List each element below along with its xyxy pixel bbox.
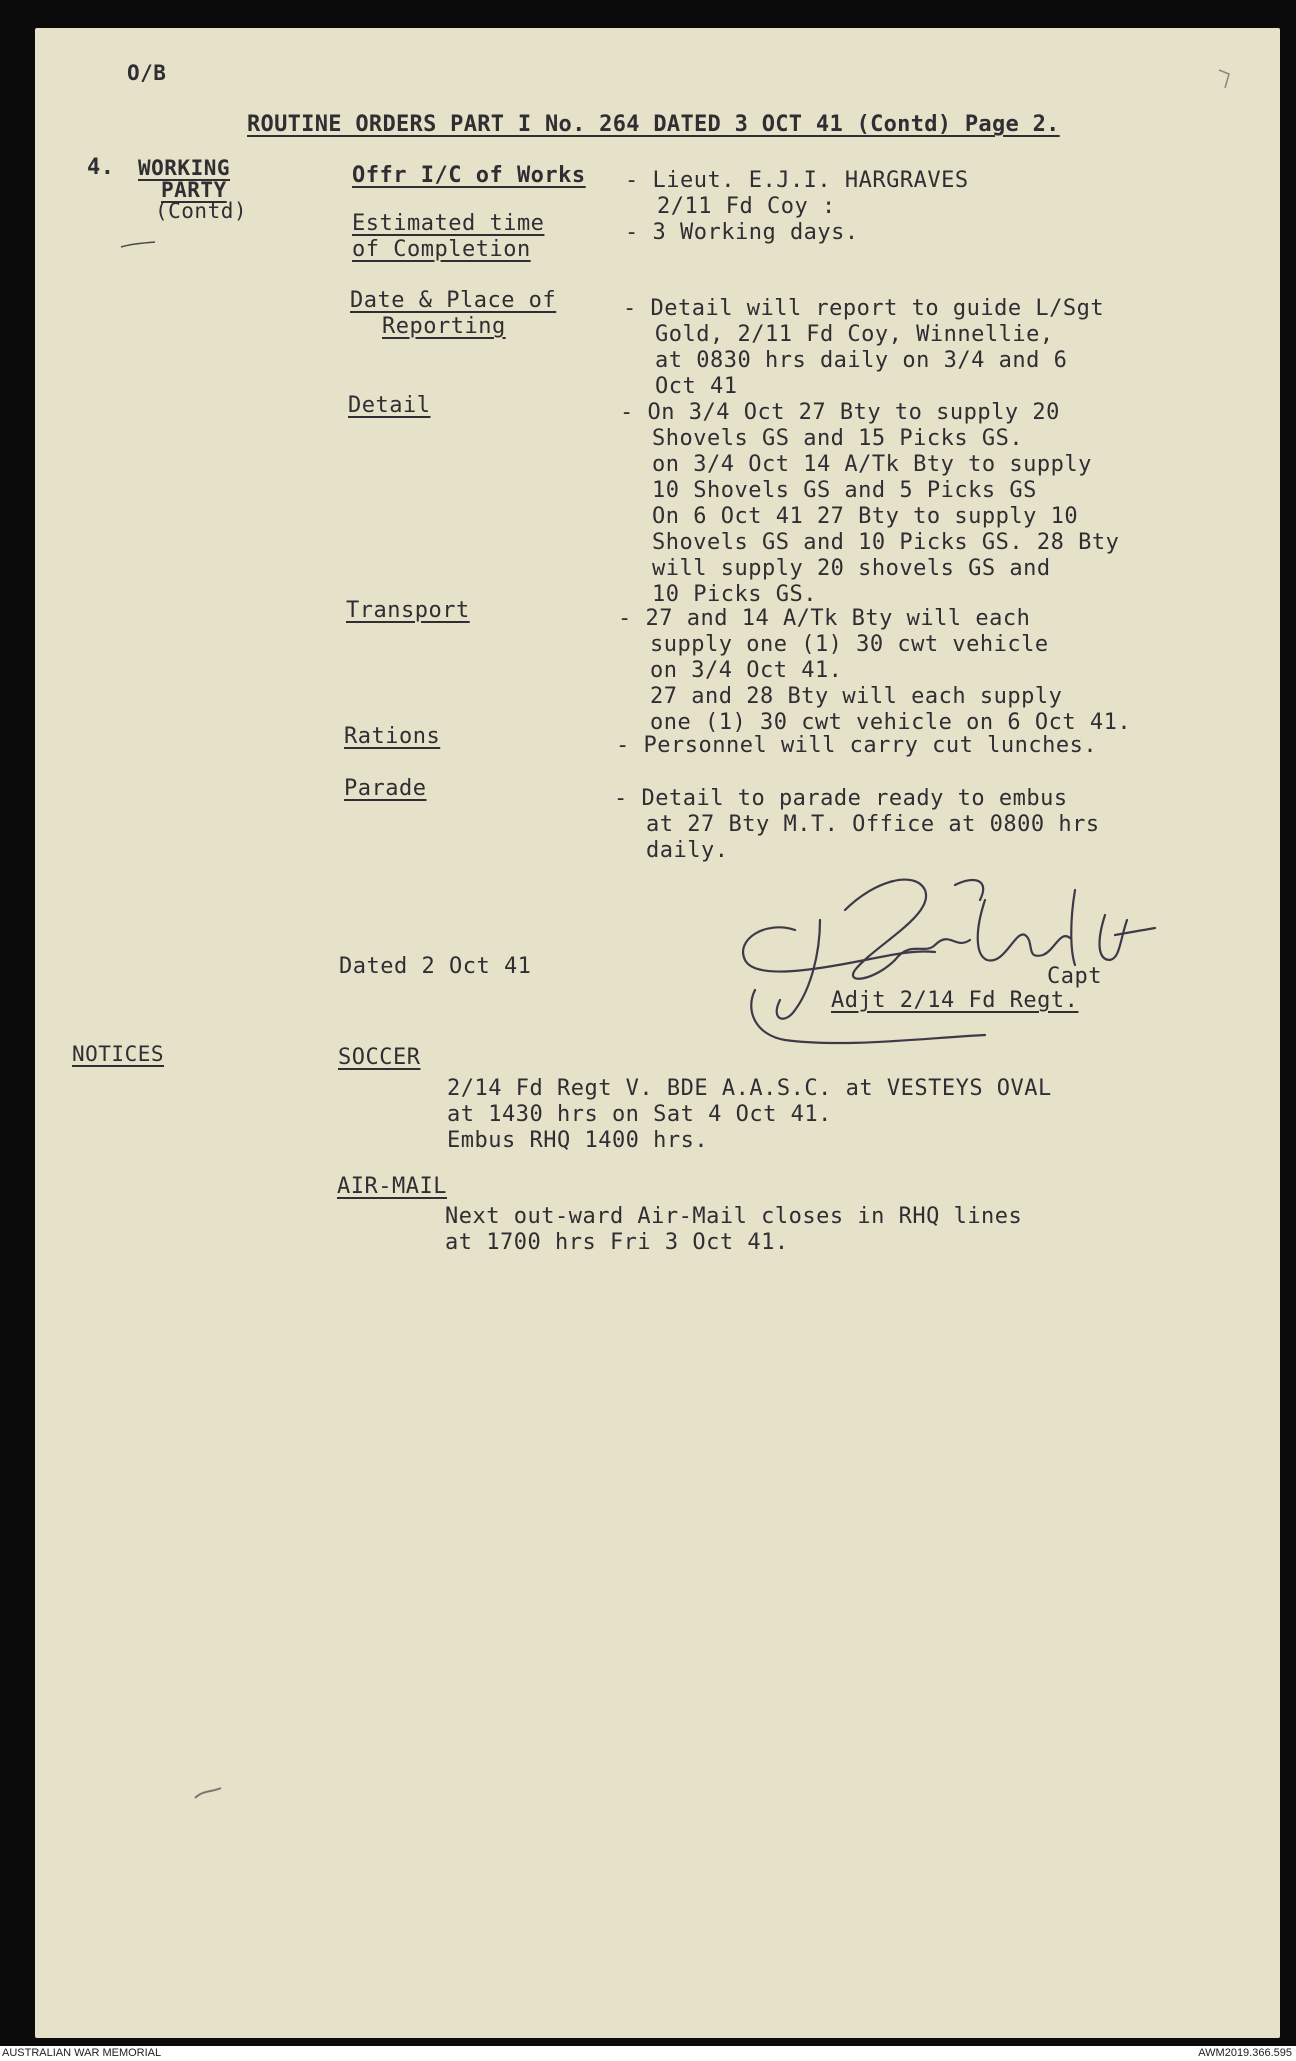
transport-value-5: one (1) 30 cwt vehicle on 6 Oct 41. [650, 710, 1132, 735]
date-place-value-3: at 0830 hrs daily on 3/4 and 6 [655, 348, 1068, 373]
detail-value-2: Shovels GS and 15 Picks GS. [652, 426, 1024, 451]
footer-left: AUSTRALIAN WAR MEMORIAL [2, 2047, 162, 2059]
soccer-line-1: 2/14 Fd Regt V. BDE A.A.S.C. at VESTEYS OVAL [447, 1076, 1052, 1101]
transport-value-2: supply one (1) 30 cwt vehicle [650, 632, 1049, 657]
transport-value-1: - 27 and 14 A/Tk Bty will each [618, 606, 1031, 631]
rations-label: Rations [344, 724, 441, 749]
page-heading: ROUTINE ORDERS PART I No. 264 DATED 3 OCT 41 (Contd) Page 2. [247, 112, 1060, 137]
soccer-title: SOCCER [338, 1045, 421, 1070]
transport-value-4: 27 and 28 Bty will each supply [650, 684, 1063, 709]
ink-mark [119, 238, 159, 252]
estimated-value: - 3 Working days. [625, 220, 859, 245]
parade-value-1: - Detail to parade ready to embus [614, 786, 1068, 811]
detail-label: Detail [348, 393, 431, 418]
detail-value-5: On 6 Oct 41 27 Bty to supply 10 [652, 504, 1079, 529]
detail-value-7: will supply 20 shovels GS and [652, 556, 1051, 581]
soccer-line-2: at 1430 hrs on Sat 4 Oct 41. [447, 1102, 832, 1127]
date-place-label-2: Reporting [382, 314, 506, 339]
airmail-title: AIR-MAIL [337, 1174, 447, 1199]
dated-line: Dated 2 Oct 41 [339, 954, 532, 979]
signature-rank: Capt [1047, 964, 1102, 989]
footer-bar [0, 2046, 1296, 2061]
paper-blemish [191, 1784, 227, 1804]
document-page [35, 28, 1280, 2038]
estimated-label-1: Estimated time [352, 211, 545, 236]
parade-value-2: at 27 Bty M.T. Office at 0800 hrs [646, 812, 1100, 837]
rations-value: - Personnel will carry cut lunches. [616, 733, 1098, 758]
detail-value-6: Shovels GS and 10 Picks GS. 28 Bty [652, 530, 1120, 555]
signature-appointment: Adjt 2/14 Fd Regt. [831, 988, 1079, 1013]
detail-value-1: - On 3/4 Oct 27 Bty to supply 20 [620, 400, 1060, 425]
estimated-label-2: of Completion [352, 237, 531, 262]
detail-value-4: 10 Shovels GS and 5 Picks GS [652, 478, 1037, 503]
section-title-line2: PARTY [161, 178, 227, 202]
date-place-label-1: Date & Place of [350, 288, 557, 313]
detail-value-8: 10 Picks GS. [652, 582, 817, 607]
date-place-value-2: Gold, 2/11 Fd Coy, Winnellie, [655, 322, 1054, 347]
corner-mark [1213, 64, 1237, 94]
ref-mark: O/B [127, 61, 167, 85]
offr-label: Offr I/C of Works [352, 163, 586, 188]
parade-value-3: daily. [646, 838, 729, 863]
section-title-line1: WORKING [138, 156, 231, 180]
date-place-value-4: Oct 41 [655, 374, 738, 399]
notices-heading: NOTICES [72, 1042, 165, 1066]
detail-value-3: on 3/4 Oct 14 A/Tk Bty to supply [652, 452, 1092, 477]
transport-value-3: on 3/4 Oct 41. [650, 658, 843, 683]
footer-right: AWM2019.366.595 [1198, 2047, 1292, 2059]
section-number: 4. [87, 155, 115, 180]
date-place-value-1: - Detail will report to guide L/Sgt [623, 296, 1105, 321]
airmail-line-1: Next out-ward Air-Mail closes in RHQ lines [445, 1204, 1023, 1229]
soccer-line-3: Embus RHQ 1400 hrs. [447, 1128, 709, 1153]
airmail-line-2: at 1700 hrs Fri 3 Oct 41. [445, 1230, 789, 1255]
section-title-line3: (Contd) [155, 199, 248, 223]
transport-label: Transport [346, 598, 470, 623]
parade-label: Parade [344, 776, 427, 801]
offr-value-1: - Lieut. E.J.I. HARGRAVES [625, 168, 969, 193]
handwritten-signature [725, 860, 1195, 1060]
offr-value-2: 2/11 Fd Coy : [657, 194, 836, 219]
